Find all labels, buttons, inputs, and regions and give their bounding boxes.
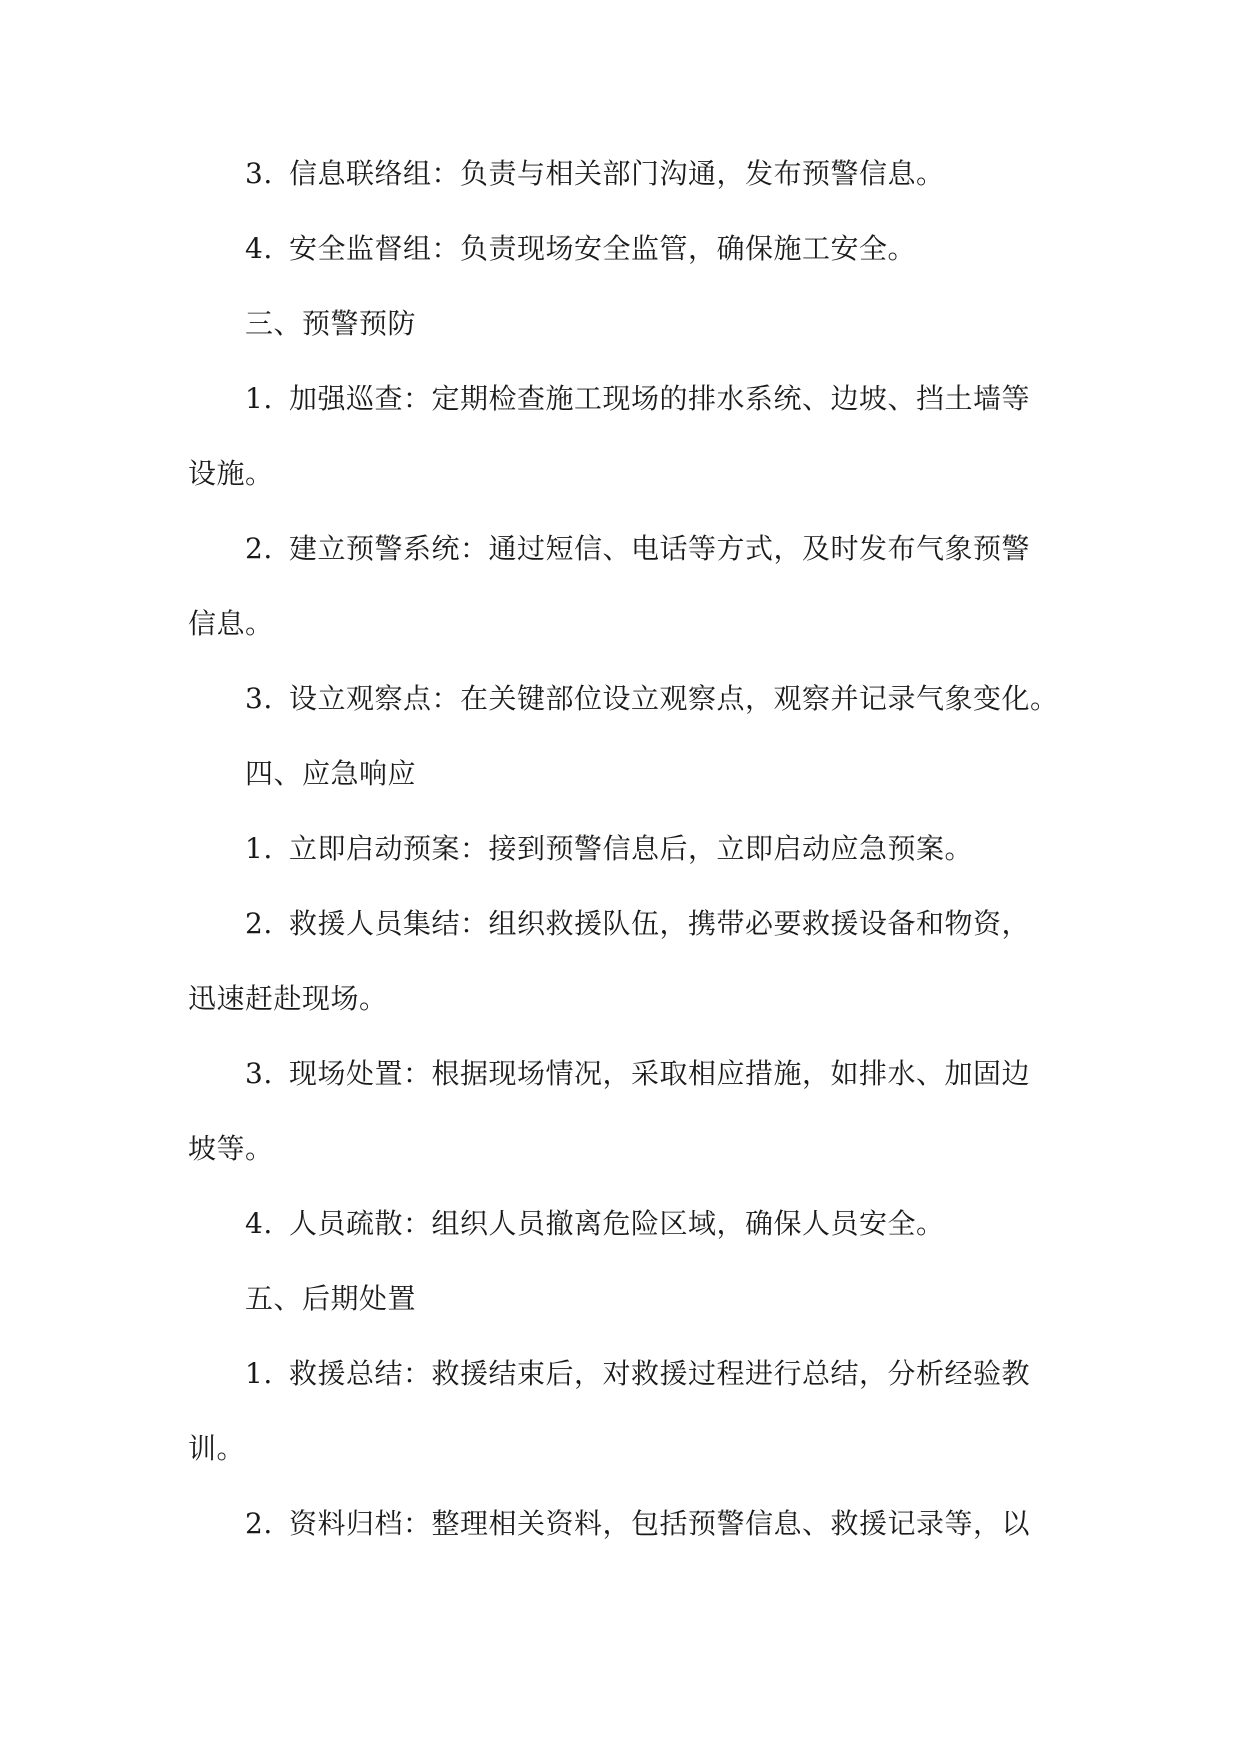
list-item-archiving <box>245 1506 1030 1542</box>
section-heading-aftermath <box>245 1281 416 1317</box>
section-heading-emergency-response <box>245 756 416 792</box>
continuation-line <box>188 981 388 1017</box>
continuation-line <box>188 456 274 492</box>
list-text: 信息联络组：负责与相关部门沟通，发布预警信息。 <box>289 157 945 190</box>
list-item-warning-system <box>245 531 1030 567</box>
continuation-text: 坡等。 <box>188 1132 274 1165</box>
list-number: 2. <box>245 907 273 940</box>
section-heading-text: 三、预警预防 <box>245 307 417 340</box>
list-text: 人员疏散：组织人员撤离危险区域，确保人员安全。 <box>289 1207 945 1240</box>
list-number: 3. <box>245 682 273 715</box>
continuation-text: 训。 <box>188 1432 246 1465</box>
section-heading-text: 四、应急响应 <box>245 757 417 790</box>
list-text: 立即启动预案：接到预警信息后，立即启动应急预案。 <box>289 832 974 865</box>
list-item-rescue-summary <box>245 1356 1030 1392</box>
list-number: 4. <box>245 1207 273 1240</box>
continuation-text: 信息。 <box>188 607 274 640</box>
list-item-patrol <box>245 381 1030 417</box>
list-text: 救援人员集结：组织救援队伍，携带必要救援设备和物资， <box>289 907 1031 940</box>
continuation-line <box>188 1131 274 1167</box>
list-text: 建立预警系统：通过短信、电话等方式，及时发布气象预警 <box>289 532 1031 565</box>
list-text: 救援总结：救援结束后，对救援过程进行总结，分析经验教 <box>289 1357 1031 1390</box>
list-text: 设立观察点：在关键部位设立观察点，观察并记录气象变化。 <box>289 682 1059 715</box>
list-number: 2. <box>245 1507 273 1540</box>
list-item-safety-supervision <box>245 231 916 267</box>
list-text: 加强巡查：定期检查施工现场的排水系统、边坡、挡土墙等 <box>289 382 1031 415</box>
section-heading-text: 五、后期处置 <box>245 1282 417 1315</box>
continuation-text: 迅速赶赴现场。 <box>188 982 388 1015</box>
continuation-line <box>188 606 274 642</box>
list-text: 安全监督组：负责现场安全监管，确保施工安全。 <box>289 232 917 265</box>
continuation-text: 设施。 <box>188 457 274 490</box>
list-number: 1. <box>245 382 273 415</box>
list-item-evacuation <box>245 1206 945 1242</box>
list-item-info-liaison <box>245 156 945 192</box>
list-number: 3. <box>245 157 273 190</box>
list-number: 1. <box>245 832 273 865</box>
list-item-start-plan <box>245 831 973 867</box>
section-heading-warning-prevention <box>245 306 416 342</box>
list-item-observation-point <box>245 681 1059 717</box>
list-text: 资料归档：整理相关资料，包括预警信息、救援记录等，以 <box>289 1507 1031 1540</box>
continuation-line <box>188 1431 245 1467</box>
list-text: 现场处置：根据现场情况，采取相应措施，如排水、加固边 <box>289 1057 1031 1090</box>
list-number: 3. <box>245 1057 273 1090</box>
list-item-onsite-handling <box>245 1056 1030 1092</box>
list-number: 1. <box>245 1357 273 1390</box>
list-item-rescue-assembly <box>245 906 1030 942</box>
list-number: 4. <box>245 232 273 265</box>
list-number: 2. <box>245 532 273 565</box>
